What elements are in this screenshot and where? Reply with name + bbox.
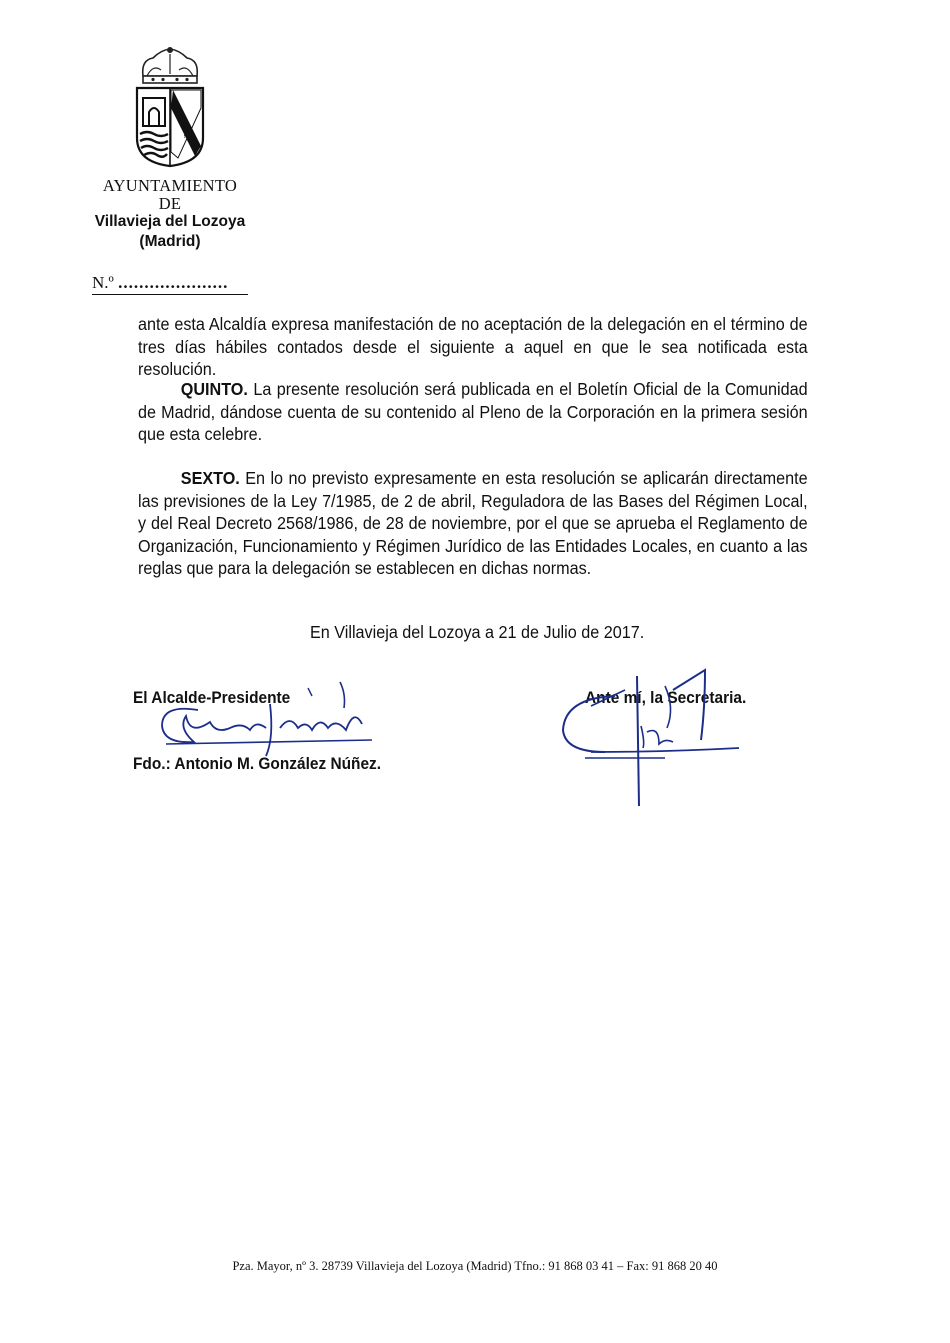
secretary-signature-icon <box>555 668 745 810</box>
paragraph-sexto-lead: SEXTO. <box>180 468 240 488</box>
mayor-signed-name: Fdo.: Antonio M. González Núñez. <box>133 754 382 773</box>
svg-text:VVE: VVE <box>182 126 188 139</box>
mayor-signature-icon <box>150 678 390 764</box>
header-de: DE <box>158 194 182 213</box>
reference-label: N.º <box>92 273 114 292</box>
paragraph-continuation: ante esta Alcaldía expresa manifestación de no aceptación de la delegación en el término de tres días hábiles contados desde el siguiente a aquel en que le sea notificada esta resolución. <box>138 314 808 380</box>
footer-address: Pza. Mayor, nº 3. 28739 Villavieja del Lozoya (Madrid) Tfno.: 91 868 03 41 – Fax: 91 868 20 40 <box>232 1259 718 1273</box>
reference-dots: ..................... <box>118 273 229 292</box>
header-province: (Madrid) <box>139 233 201 250</box>
header-ayuntamiento: AYUNTAMIENTO <box>102 176 238 195</box>
paragraph-quinto-text: La presente resolución será publicada en el Boletín Oficial de la Comunidad de Madrid, dándose cuenta de su contenido al Pleno de la Corporación en la primera sesión que esta celebre. <box>138 379 808 445</box>
reference-number <box>92 273 228 293</box>
paragraph-quinto-lead: QUINTO. <box>180 379 248 399</box>
secretary-title: Ante mí, la Secretaria. <box>585 688 747 707</box>
paragraph-sexto-text: En lo no previsto expresamente en esta resolución se aplicarán directamente las previsiones de la Ley 7/1985, de 2 de abril, Reguladora de las Bases del Régimen Local, y del Real Decreto 2568/1986, de 28 de noviembre, por el que se aprueba el Reglamento de Organización, Funcionamiento y Régimen Jurídico de las Entidades Locales, en cuanto a las reglas que para la delegación se establecen en dichas normas. <box>138 468 808 579</box>
paragraph-sexto <box>138 467 808 580</box>
reference-underline <box>92 294 248 295</box>
header-town-name: Villavieja del Lozoya <box>94 213 246 230</box>
paragraph-quinto <box>138 378 808 446</box>
date-line: En Villavieja del Lozoya a 21 de Julio de 2017. <box>310 622 645 642</box>
coat-of-arms-icon <box>133 46 207 168</box>
mayor-title: El Alcalde-Presidente <box>133 688 291 707</box>
